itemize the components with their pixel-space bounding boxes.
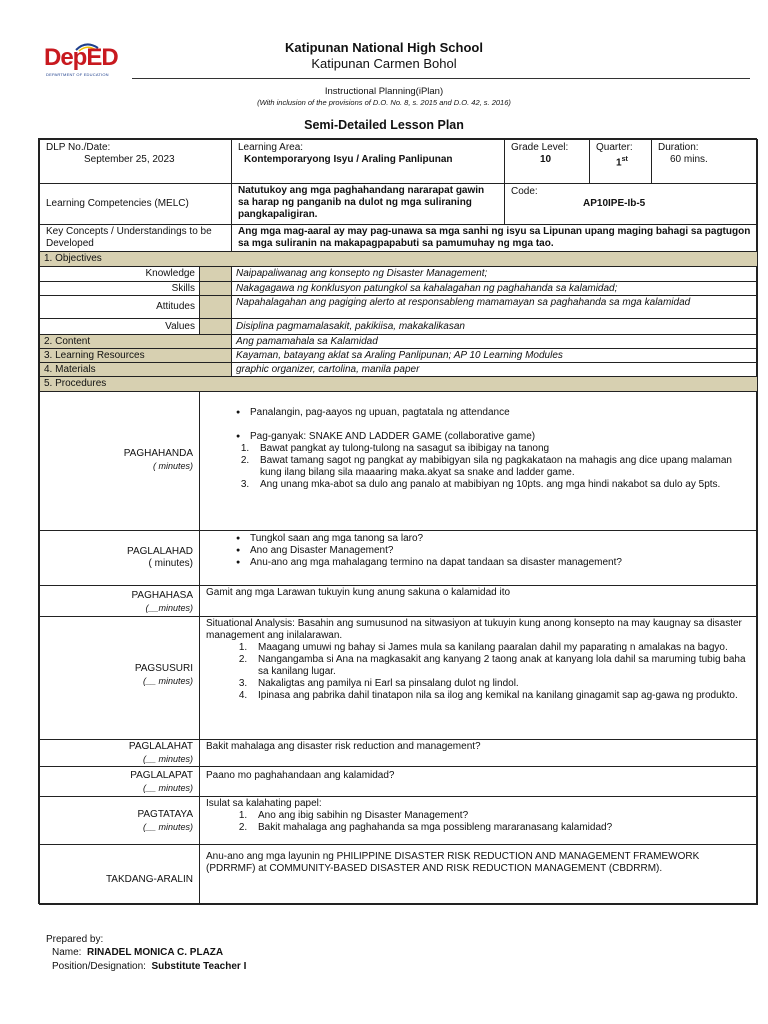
pagtataya-minutes: (__ minutes): [142, 822, 193, 832]
lesson-plan-table: [38, 138, 757, 904]
attitudes-label: Attitudes: [39, 295, 200, 319]
paglalahad-label: PAGLALAHAD: [127, 546, 193, 557]
paghahasa-label-cell: [39, 585, 200, 617]
melc-text: Natutukoy ang mga paghahandang nararapat gawin sa harap ng panganib na dulot ng mga suliraning pangkapaligiran.: [231, 183, 505, 225]
grade-cell: [504, 139, 590, 184]
paglalapat-text: Paano mo paghahandaan ang kalamidad?: [199, 766, 758, 797]
dlp-label: DLP No./Date:: [46, 142, 111, 153]
pagtataya-label-cell: [39, 796, 200, 845]
pagtataya-intro: Isulat sa kalahating papel:: [206, 798, 322, 809]
procedures-header: 5. Procedures: [39, 376, 758, 392]
paglalapat-label: PAGLALAPAT: [130, 770, 193, 781]
prepared-position-row: [52, 961, 246, 972]
paghahanda-item-2: 2. Bawat tamang sagot ng pangkat ay mabibigyan sila ng pagkakataon na mahagis ang dice upang malaman kung ilang bilang sila maaaring maka.akyat sa snake and ladder game.: [252, 455, 751, 479]
pagtataya-item-2: 2. Bakit mahalaga ang paghahanda sa mga possibleng mararanasang kalamidad?: [250, 822, 751, 834]
values-label: Values: [39, 318, 200, 335]
skills-label: Skills: [39, 281, 200, 296]
pagtataya-content: [199, 796, 758, 845]
pagsusuri-minutes: (__ minutes): [142, 676, 193, 686]
duration-value: 60 mins.: [670, 154, 708, 165]
takdang-text: Anu-ano ang mga layunin ng PHILIPPINE DISASTER RISK REDUCTION AND MANAGEMENT FRAMEWORK (PDRRMF) at COMMUNITY-BASED DISASTER AND RISK REDUCTION MANAGEMENT (CBDRRM).: [199, 844, 758, 905]
paglalahad-content: [199, 530, 758, 586]
position-value: Substitute Teacher I: [151, 961, 247, 972]
paghahasa-label: PAGHAHASA: [131, 590, 193, 601]
quarter-label: Quarter:: [596, 142, 633, 153]
code-value: AP10IPE-Ib-5: [583, 198, 646, 209]
paglalahad-label-cell: [39, 530, 200, 586]
takdang-label-cell: [39, 844, 200, 905]
pagsusuri-content: [199, 616, 758, 740]
attitudes-shade: [199, 295, 232, 319]
paghahasa-text: Gamit ang mga Larawan tukuyin kung anung sakuna o kalamidad ito: [199, 585, 758, 617]
objectives-header: 1. Objectives: [39, 251, 758, 267]
content-label: 2. Content: [39, 334, 232, 349]
resources-text: Kayaman, batayang aklat sa Araling Panlipunan; AP 10 Learning Modules: [231, 348, 758, 363]
paghahasa-minutes: (__minutes): [145, 603, 193, 613]
grade-value: 10: [540, 154, 552, 165]
melc-label: Learning Competencies (MELC): [39, 183, 232, 225]
document-title: Semi-Detailed Lesson Plan: [304, 118, 464, 132]
paghahanda-label: PAGHAHANDA: [123, 448, 193, 459]
iplan-title: Instructional Planning(iPlan): [324, 86, 444, 97]
paghahanda-item-1: 1. Bawat pangkat ay tulong-tulong na sasagut sa ibibigay na tanong: [252, 443, 751, 455]
code-label: Code:: [511, 186, 538, 197]
area-cell: [231, 139, 505, 184]
paghahanda-content: [199, 391, 758, 531]
dlp-cell: [39, 139, 232, 184]
name-value: RINADEL MONICA C. PLAZA: [87, 947, 224, 958]
duration-cell: [651, 139, 758, 184]
prepared-by-label: Prepared by:: [46, 934, 104, 945]
values-shade: [199, 318, 232, 335]
content-text: Ang pamamahala sa Kalamidad: [231, 334, 758, 349]
skills-shade: [199, 281, 232, 296]
paglalahad-minutes: ( minutes): [148, 558, 193, 569]
pagsusuri-label-cell: [39, 616, 200, 740]
resources-label: 3. Learning Resources: [39, 348, 232, 363]
code-cell: [504, 183, 758, 225]
paglalapat-minutes: (__ minutes): [142, 783, 193, 793]
paglalapat-label-cell: [39, 766, 200, 797]
pagsusuri-intro: Situational Analysis: Basahin ang sumusunod na sitwasiyon at tukuyin kung anong konsepto na may kaugnay sa disaster management ang inilalarawan.: [206, 618, 742, 641]
paglalahat-label-cell: [39, 739, 200, 767]
pagsusuri-item-3: 3. Nakaligtas ang pamilya ni Earl sa pinsalang dulot ng lindol.: [250, 678, 751, 690]
name-label: Name:: [52, 947, 82, 958]
paghahanda-bullet-1: ● Panalangin, pag-aayos ng upuan, pagtatala ng attendance: [250, 407, 751, 419]
key-concepts-text: Ang mga mag-aaral ay may pag-unawa sa mga sanhi ng isyu sa Lipunan upang maging bahagi sa pagtugon sa mga suliranin na makapagpapabuti sa pamumuhay ng mga tao.: [231, 224, 758, 252]
pagtataya-item-1: 1. Ano ang ibig sabihin ng Disaster Management?: [250, 810, 751, 822]
paghahanda-bullet-2: ● Pag-ganyak: SNAKE AND LADDER GAME (collaborative game): [250, 431, 751, 443]
knowledge-shade: [199, 266, 232, 282]
area-label: Learning Area:: [238, 142, 304, 153]
paglalahat-text: Bakit mahalaga ang disaster risk reduction and management?: [199, 739, 758, 767]
pagsusuri-item-2: 2. Nangangamba si Ana na magkasakit ang kanyang 2 taong anak at kanyang lola dahil sa maruming tubig baha sa kanilang lugar.: [250, 654, 751, 678]
prepared-name-row: [52, 947, 223, 958]
pagtataya-label: PAGTATAYA: [137, 809, 193, 820]
pagsusuri-label: PAGSUSURI: [134, 663, 193, 674]
paghahanda-item-3: 3. Ang unang mka-abot sa dulo ang panalo at mabibiyan ng 10pts. ang mga hindi nakabot sa dulo ay 5pts.: [252, 479, 751, 491]
quarter-cell: [589, 139, 652, 184]
values-text: Disiplina pagmamalasakit, pakikiisa, makakalikasan: [231, 318, 758, 335]
quarter-value: 1: [616, 157, 622, 169]
logo-tagline: DEPARTMENT OF EDUCATION: [46, 72, 109, 77]
position-label: Position/Designation:: [52, 961, 146, 972]
paghahanda-label-cell: [39, 391, 200, 531]
paghahanda-minutes: ( minutes): [152, 461, 193, 471]
paglalahad-bullet-1: ● Tungkol saan ang mga tanong sa laro?: [250, 533, 751, 545]
grade-label: Grade Level:: [511, 142, 569, 153]
materials-label: 4. Materials: [39, 362, 232, 377]
paglalahat-minutes: (__ minutes): [142, 754, 193, 764]
header-divider: [132, 78, 750, 79]
provisions-note: (With inclusion of the provisions of D.O. No. 8, s. 2015 and D.O. 42, s. 2016): [257, 98, 511, 107]
pagsusuri-item-4: 4. Ipinasa ang pabrika dahil tinatapon nila sa ilog ang kemikal na kanilang ginagamit sap ag-gawa ng produkto.: [250, 690, 751, 702]
paglalahat-label: PAGLALAHAT: [128, 741, 193, 752]
school-location: Katipunan Carmen Bohol: [311, 56, 457, 71]
knowledge-label: Knowledge: [39, 266, 200, 282]
key-concepts-label: Key Concepts / Understandings to be Developed: [39, 224, 232, 252]
paglalahad-bullet-2: ● Ano ang Disaster Management?: [250, 545, 751, 557]
skills-text: Nakagagawa ng konklusyon patungkol sa kahalagahan ng paghahanda sa kalamidad;: [231, 281, 758, 296]
materials-text: graphic organizer, cartolina, manila paper: [231, 362, 758, 377]
logo-wordmark: DepED: [44, 44, 118, 71]
duration-label: Duration:: [658, 142, 699, 153]
paglalahad-bullet-3: ● Anu-ano ang mga mahalagang termino na dapat tandaan sa disaster management?: [250, 557, 751, 569]
pagsusuri-item-1: 1. Maagang umuwi ng bahay si James mula sa kanilang paaralan dahil my paparating n amalakas na bagyo.: [250, 642, 751, 654]
takdang-label: TAKDANG-ARALIN: [105, 874, 193, 885]
attitudes-text: Napahalagahan ang pagiging alerto at responsableng mamamayan sa paghahanda sa mga kalamidad: [231, 295, 758, 319]
knowledge-text: Naipapaliwanag ang konsepto ng Disaster Management;: [231, 266, 758, 282]
school-name: Katipunan National High School: [285, 40, 483, 55]
area-value: Kontemporaryong Isyu / Araling Panlipunan: [244, 154, 453, 165]
quarter-suffix: st: [621, 156, 628, 163]
dlp-date: September 25, 2023: [84, 154, 175, 165]
